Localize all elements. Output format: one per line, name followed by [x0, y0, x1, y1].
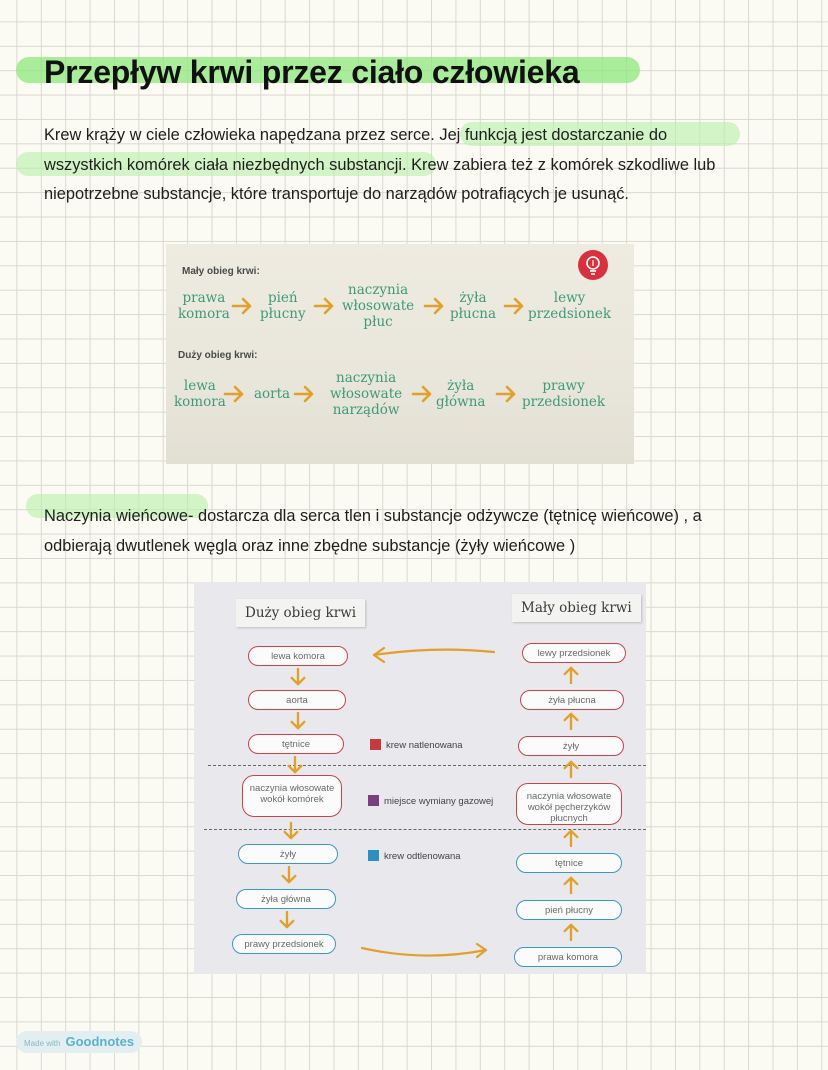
small-circulation-heading: Mały obieg krwi: [512, 594, 641, 622]
small-circulation-node: naczynia włosowate płuc: [342, 282, 415, 330]
legend-label: miejsce wymiany gazowej: [384, 796, 494, 807]
coronary-line-2: odbierają dwutlenek węgla oraz inne zbędne substancje (żyły wieńcowe ): [44, 536, 576, 555]
made-with-text: Made with: [24, 1039, 61, 1048]
large-circulation-arrow-icon: [292, 384, 316, 404]
large-circulation-pill: żyła główna: [236, 889, 336, 909]
large-circulation-arrow-icon: [410, 384, 434, 404]
lightbulb-icon: [578, 250, 608, 280]
large-circulation-node: prawy przedsionek: [522, 378, 606, 410]
large-circulation-arrow-icon: [494, 384, 518, 404]
large-circulation-node: lewa komora: [174, 378, 226, 410]
goodnotes-brand: Goodnotes: [65, 1034, 135, 1049]
small-circulation-pill: pień płucny: [516, 900, 622, 920]
legend-label: krew odtlenowana: [384, 851, 461, 862]
coronary-paragraph: [44, 502, 702, 561]
large-circulation-label: Duży obieg krwi:: [178, 350, 258, 361]
large-circulation-node: naczynia włosowate narządów: [330, 370, 403, 418]
bottom-curved-arrow-icon: [194, 582, 646, 974]
small-circulation-pill: naczynia włosowate wokół pęcherzyków płucnych: [516, 783, 622, 825]
large-circulation-pill: prawy przedsionek: [232, 934, 336, 954]
legend-swatch: [368, 795, 379, 806]
large-circulation-arrow-icon: [222, 384, 246, 404]
intro-paragraph: [44, 121, 715, 210]
small-circulation-node: lewy przedsionek: [528, 290, 612, 322]
small-circulation-pill: żyła płucna: [520, 690, 624, 710]
small-circulation-label: Mały obieg krwi:: [182, 266, 260, 277]
intro-line-2: wszystkich komórek ciała niezbędnych substancji. Krew zabiera też z komórek szkodliwe lub: [44, 155, 716, 174]
page-title: Przepływ krwi przez ciało człowieka: [44, 54, 580, 90]
small-circulation-node: pień płucny: [260, 290, 306, 322]
goodnotes-badge: [16, 1031, 142, 1053]
small-circulation-pill: prawa komora: [514, 947, 622, 967]
intro-line-3: niepotrzebne substancje, które transportuje do narządów potrafiących je usunąć.: [44, 185, 629, 203]
small-circulation-arrow-icon: [422, 296, 446, 316]
large-circulation-node: żyła główna: [436, 378, 486, 410]
large-circulation-pill: żyły: [238, 844, 338, 864]
legend-label: krew natlenowana: [386, 740, 463, 751]
small-circulation-node: żyła płucna: [450, 290, 497, 322]
legend-item: [368, 850, 461, 862]
small-circulation-arrow-icon: [502, 296, 526, 316]
large-circulation-pill: tętnice: [248, 734, 344, 754]
large-circulation-node: aorta: [254, 386, 291, 402]
large-circulation-pill: aorta: [248, 690, 346, 710]
small-circulation-pill: tętnice: [516, 853, 622, 873]
legend-item: [370, 739, 463, 751]
small-circulation-pill: lewy przedsionek: [522, 643, 626, 663]
small-circulation-arrow-icon: [230, 296, 254, 316]
circulation-textbook-photo: [166, 244, 634, 464]
small-circulation-pill: żyły: [518, 736, 624, 756]
legend-item: [368, 795, 493, 807]
large-circulation-pill: lewa komora: [248, 646, 348, 666]
intro-line-1: Krew krąży w ciele człowieka napędzana przez serce. Jej funkcją jest dostarczanie do: [44, 126, 668, 144]
circulation-diagram-photo: [194, 582, 646, 974]
large-circulation-pill: naczynia włosowate wokół komórek: [242, 775, 342, 817]
legend-swatch: [368, 850, 379, 861]
legend-swatch: [370, 739, 381, 750]
small-circulation-arrow-icon: [312, 296, 336, 316]
coronary-line-1: Naczynia wieńcowe- dostarcza dla serca tlen i substancje odżywcze (tętnicę wieńcowe) , a: [44, 507, 702, 525]
large-circulation-heading: Duży obieg krwi: [236, 599, 365, 627]
small-circulation-node: prawa komora: [178, 290, 230, 322]
